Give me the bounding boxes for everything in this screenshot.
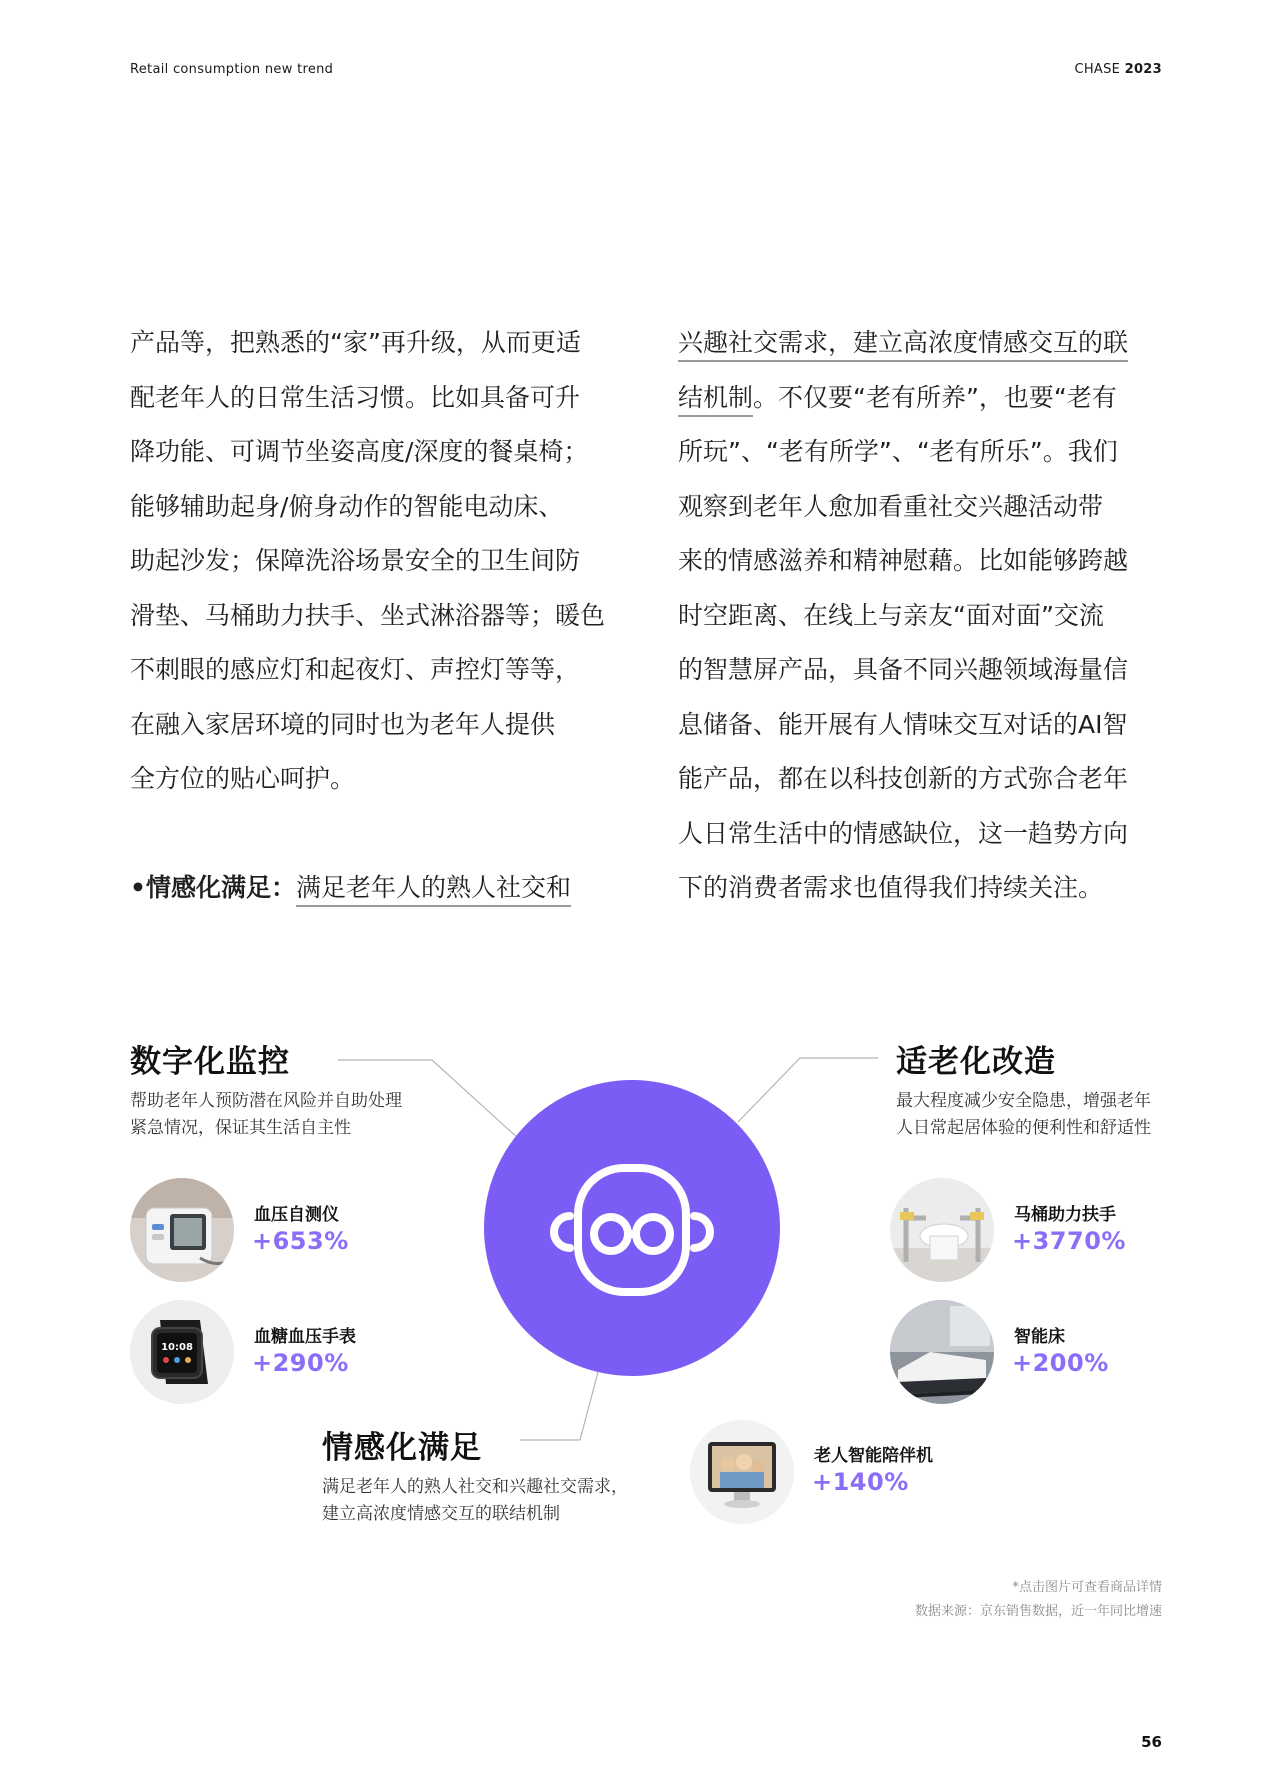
robot-glasses-icon bbox=[548, 1146, 716, 1314]
section-desc-emotion bbox=[322, 1474, 628, 1528]
companion-device-image[interactable] bbox=[690, 1420, 794, 1524]
body-text: 。不仅要“老有所养”，也要“老有 bbox=[753, 382, 1117, 412]
smart-watch-icon bbox=[130, 1300, 234, 1404]
blood-pressure-monitor-icon bbox=[130, 1178, 234, 1282]
section-title-digital: 数字化监控 bbox=[130, 1044, 290, 1080]
body-line: 所玩”、“老有所学”、“老有所乐”。我们 bbox=[678, 437, 1118, 466]
body-line: 时空距离、在线上与亲友“面对面”交流 bbox=[678, 600, 1104, 630]
body-line: 配老年人的日常生活习惯。比如具备可升 bbox=[130, 382, 581, 412]
underlined-link-text[interactable]: 结机制 bbox=[678, 383, 753, 417]
product-name: 马桶助力扶手 bbox=[1014, 1205, 1116, 1225]
product-name: 智能床 bbox=[1014, 1327, 1065, 1347]
body-line: 息储备、能开展有人情味交互对话的AI智 bbox=[678, 709, 1128, 739]
page-number: 56 bbox=[1141, 1733, 1162, 1751]
section-desc-line: 建立高浓度情感交互的联结机制 bbox=[322, 1504, 560, 1524]
bullet-item bbox=[130, 861, 612, 916]
footnote-click-hint: *点击图片可查看商品详情 bbox=[1012, 1580, 1162, 1595]
section-desc-aging bbox=[896, 1088, 1151, 1142]
section-desc-line: 最大程度减少安全隐患，增强老年 bbox=[896, 1091, 1151, 1111]
toilet-rail-icon bbox=[890, 1178, 994, 1282]
section-desc-line: 帮助老年人预防潜在风险并自助处理 bbox=[130, 1091, 402, 1111]
underlined-link-text[interactable]: 兴趣社交需求，建立高浓度情感交互的联 bbox=[678, 328, 1128, 362]
body-line: 能产品，都在以科技创新的方式弥合老年 bbox=[678, 764, 1129, 793]
product-growth: +140% bbox=[812, 1468, 909, 1496]
body-line: 来的情感滋养和精神慰藉。比如能够跨越 bbox=[678, 546, 1129, 575]
body-line: 的智慧屏产品，具备不同兴趣领域海量信 bbox=[678, 655, 1129, 684]
body-line: 人日常生活中的情感缺位，这一趋势方向 bbox=[678, 818, 1129, 848]
header-brand bbox=[1074, 62, 1162, 77]
toilet-rail-image[interactable] bbox=[890, 1178, 994, 1282]
body-line: 滑垫、马桶助力扶手、坐式淋浴器等；暖色 bbox=[130, 600, 606, 630]
product-name: 血压自测仪 bbox=[254, 1205, 339, 1225]
body-line: 助起沙发；保障洗浴场景安全的卫生间防 bbox=[130, 546, 581, 575]
right-column bbox=[678, 316, 1160, 916]
section-title-aging: 适老化改造 bbox=[896, 1044, 1056, 1080]
blood-pressure-monitor-image[interactable] bbox=[130, 1178, 234, 1282]
product-name: 血糖血压手表 bbox=[254, 1327, 356, 1347]
watch-screen-text: 10:08 bbox=[161, 1342, 193, 1353]
header-brand-name: CHASE bbox=[1074, 62, 1121, 77]
section-desc-line: 人日常起居体验的便利性和舒适性 bbox=[896, 1118, 1151, 1138]
section-title-emotion: 情感化满足 bbox=[322, 1430, 482, 1466]
body-line: 能够辅助起身/俯身动作的智能电动床、 bbox=[130, 491, 564, 521]
product-growth: +653% bbox=[252, 1227, 349, 1255]
header-title: Retail consumption new trend bbox=[130, 62, 334, 77]
smart-bed-image[interactable] bbox=[890, 1300, 994, 1404]
companion-device-icon bbox=[690, 1420, 794, 1524]
body-line: 观察到老年人愈加看重社交兴趣活动带 bbox=[678, 491, 1104, 521]
bullet-keyword: 情感化满足： bbox=[145, 872, 296, 902]
product-growth: +290% bbox=[252, 1349, 349, 1377]
body-line: 全方位的贴心呵护。 bbox=[130, 764, 356, 793]
body-line: 下的消费者需求也值得我们持续关注。 bbox=[678, 873, 1104, 902]
body-line: 不刺眼的感应灯和起夜灯、声控灯等等， bbox=[130, 655, 581, 684]
bullet-symbol: • bbox=[130, 872, 146, 902]
smart-watch-image[interactable] bbox=[130, 1300, 234, 1404]
left-column bbox=[130, 316, 612, 915]
smart-bed-icon bbox=[890, 1300, 994, 1404]
header-year: 2023 bbox=[1124, 62, 1162, 77]
product-growth: +200% bbox=[1012, 1349, 1109, 1377]
body-line: 降功能、可调节坐姿高度/深度的餐桌椅； bbox=[130, 437, 589, 466]
body-line bbox=[678, 316, 1160, 371]
section-desc-line: 满足老年人的熟人社交和兴趣社交需求， bbox=[322, 1477, 628, 1497]
body-line: 在融入家居环境的同时也为老年人提供 bbox=[130, 709, 556, 739]
product-growth: +3770% bbox=[1012, 1227, 1126, 1255]
footnote-data-source: 数据来源：京东销售数据，近一年同比增速 bbox=[914, 1604, 1162, 1619]
body-line bbox=[678, 371, 1160, 426]
section-desc-line: 紧急情况，保证其生活自主性 bbox=[130, 1118, 351, 1138]
bullet-link-text[interactable]: 满足老年人的熟人社交和 bbox=[296, 873, 571, 907]
section-desc-digital bbox=[130, 1088, 402, 1142]
body-line: 产品等，把熟悉的“家”再升级，从而更适 bbox=[130, 328, 581, 357]
product-name: 老人智能陪伴机 bbox=[814, 1446, 933, 1466]
